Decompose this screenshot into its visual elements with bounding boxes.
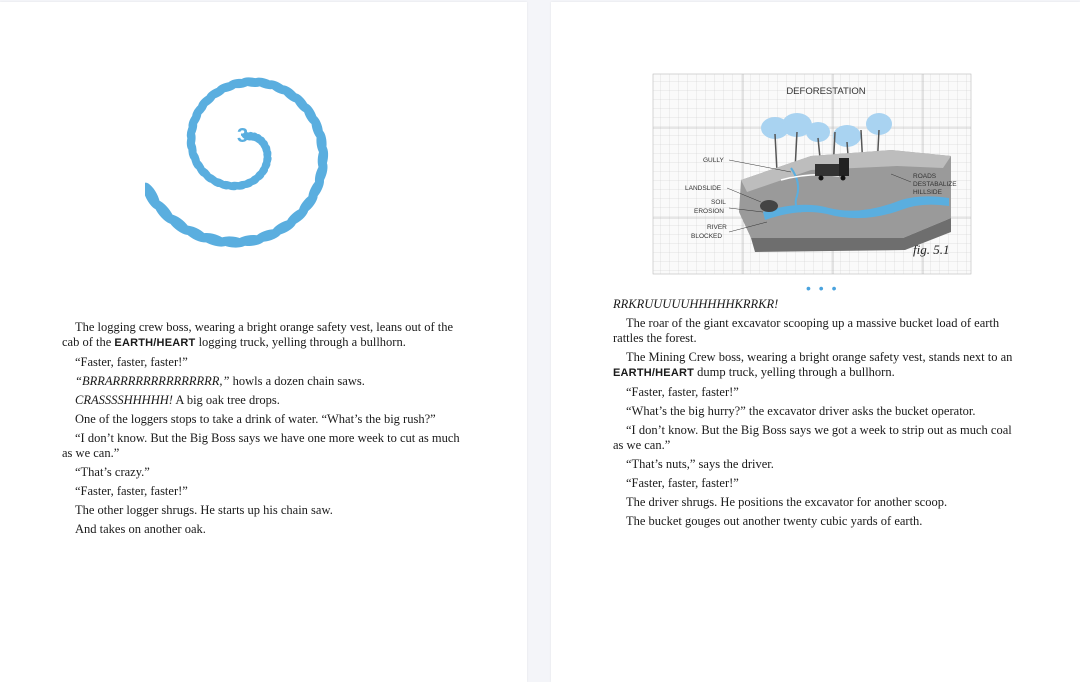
paragraph (613, 385, 1018, 400)
text-run: The other logger shrugs. He starts up his chain saw. (75, 503, 333, 517)
paragraph (613, 350, 1018, 381)
paragraph (62, 431, 466, 461)
text-run: RRKRUUUUUHHHHHKRRKR! (613, 297, 779, 311)
text-run: The driver shrugs. He positions the excavator for another scoop. (626, 495, 948, 509)
text-run: “Faster, faster, faster!” (626, 476, 739, 490)
paragraph (613, 476, 1018, 491)
label-river-blocked-2: BLOCKED (691, 233, 723, 240)
figure-caption: fig. 5.1 (913, 242, 950, 257)
paragraph (613, 423, 1018, 453)
paragraph (62, 503, 466, 518)
text-run: “That’s nuts,” says the driver. (626, 457, 774, 471)
paragraph (613, 297, 1018, 312)
label-soil-erosion-2: EROSION (694, 208, 724, 215)
left-page (0, 2, 527, 682)
text-run: howls a dozen chain saws. (229, 374, 365, 388)
label-landslide: LANDSLIDE (685, 185, 722, 192)
label-gully: GULLY (703, 157, 724, 164)
text-run: “I don’t know. But the Big Boss says we got a week to strip out as much coal as we can.” (613, 423, 1012, 452)
text-run: logging truck, yelling through a bullhorn. (195, 335, 406, 349)
text-run: The Mining Crew boss, wearing a bright orange safety vest, stands next to an (626, 350, 1013, 364)
left-page-text (62, 320, 466, 541)
paragraph (613, 457, 1018, 472)
text-run: “I don’t know. But the Big Boss says we have one more week to cut as much as we can.” (62, 431, 460, 460)
text-run: The logging crew boss, wearing a bright orange safety vest, leans out of the cab of the (62, 320, 454, 349)
chapter-number: 3 (237, 125, 249, 147)
paragraph (613, 514, 1018, 529)
paragraph (62, 465, 466, 480)
chapter-swirl-illustration (145, 62, 380, 307)
section-separator: • • • (806, 280, 839, 296)
text-run: A big oak tree drops. (172, 393, 280, 407)
figure-title: DEFORESTATION (786, 86, 866, 97)
text-run: CRASSSSHHHHH! (75, 393, 173, 407)
label-roads-2: DESTABALIZE (913, 181, 957, 188)
text-run: “Faster, faster, faster!” (75, 484, 188, 498)
text-run: “BRRARRRRRRRRRRRRRR,” (75, 374, 230, 388)
paragraph (62, 374, 466, 389)
brand-name: EARTH/HEART (114, 337, 196, 349)
right-page (551, 2, 1080, 682)
brand-name: EARTH/HEART (613, 367, 695, 379)
paragraph (613, 495, 1018, 510)
paragraph (62, 484, 466, 499)
paragraph (613, 404, 1018, 419)
right-page-text (613, 297, 1018, 533)
paragraph (62, 320, 466, 351)
label-roads-3: HILLSIDE (913, 189, 942, 196)
text-run: dump truck, yelling through a bullhorn. (694, 365, 895, 379)
paragraph (62, 412, 466, 427)
text-run: One of the loggers stops to take a drink of water. “What’s the big rush?” (75, 412, 436, 426)
text-run: “Faster, faster, faster!” (75, 355, 188, 369)
label-soil-erosion-1: SOIL (711, 199, 726, 206)
paragraph (62, 393, 466, 408)
paragraph (62, 355, 466, 370)
text-run: The roar of the giant excavator scooping up a massive bucket load of earth rattles the forest. (613, 316, 1000, 345)
paragraph (62, 522, 466, 537)
text-run: “Faster, faster, faster!” (626, 385, 739, 399)
label-river-blocked-1: RIVER (707, 224, 727, 231)
text-run: “What’s the big hurry?” the excavator driver asks the bucket operator. (626, 404, 976, 418)
text-run: The bucket gouges out another twenty cubic yards of earth. (626, 514, 923, 528)
deforestation-figure (651, 72, 975, 277)
paragraph (613, 316, 1018, 346)
text-run: And takes on another oak. (75, 522, 206, 536)
label-roads-1: ROADS (913, 173, 937, 180)
text-run: “That’s crazy.” (75, 465, 150, 479)
